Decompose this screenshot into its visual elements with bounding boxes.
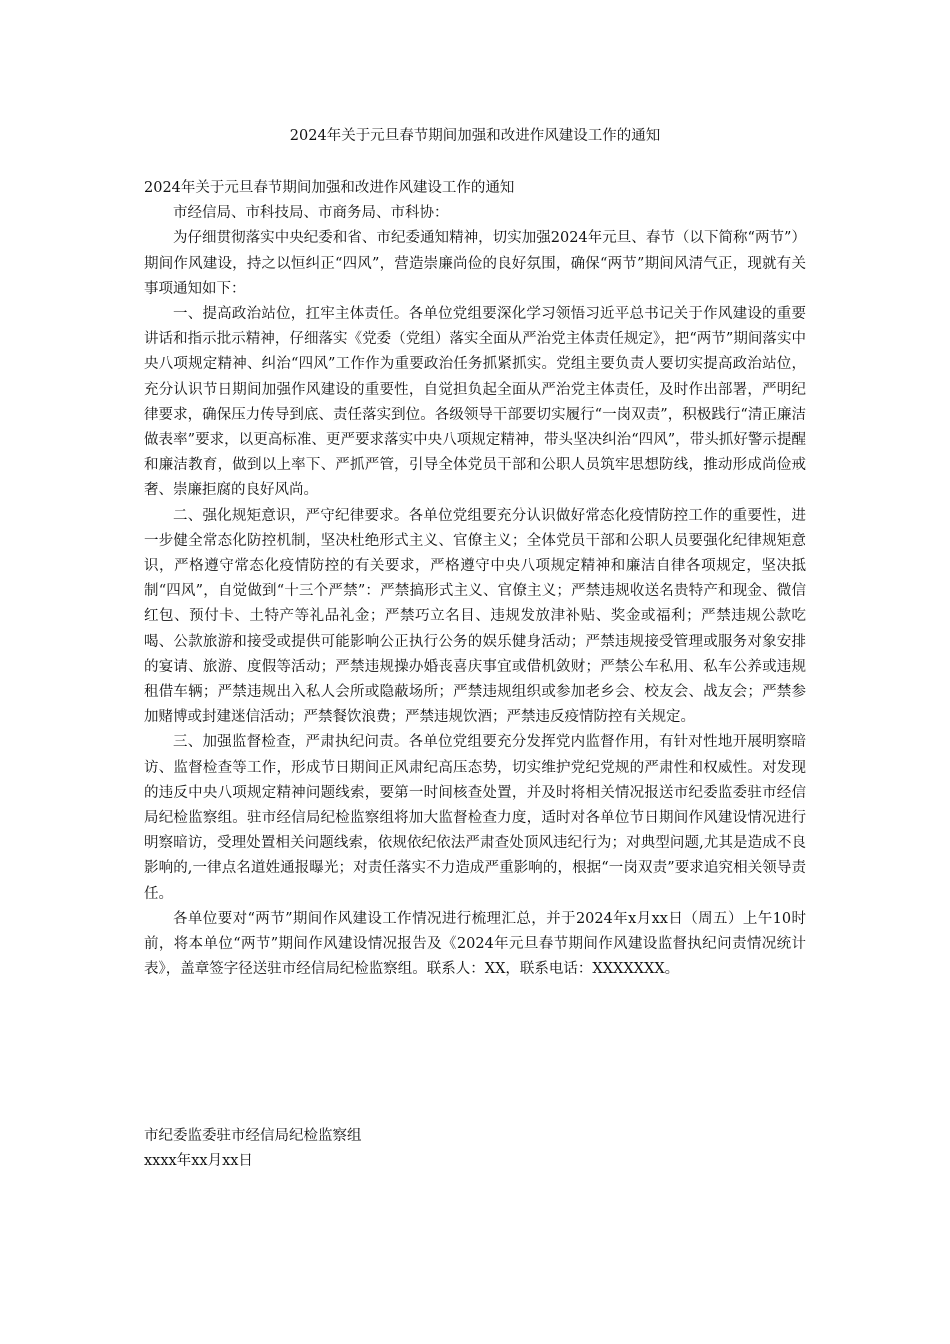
document-subtitle: 2024年关于元旦春节期间加强和改进作风建设工作的通知	[144, 180, 515, 196]
document-title: 2024年关于元旦春节期间加强和改进作风建设工作的通知	[289, 128, 661, 144]
section-1-paragraph: 一、提高政治站位，扛牢主体责任。各单位党组要深化学习领悟习近平总书记关于作风建设的重要讲话和指示批示精神，仔细落实《党委（党组）落实全面从严治党主体责任规定》，把“两节”期间落实中央八项规定精神、纠治“四风”工作作为重要政治任务抓紧抓实。党组主要负责人要切实提高政治站位，充分认识节日期间加强作风建设的重要性，自觉担负起全面从严治党主体责任，及时作出部署，严明纪律要求，确保压力传导到底、责任落实到位。各级领导干部要切实履行“一岗双责”，积极践行“清正廉洁做表率”要求，以更高标准、更严要求落实中央八项规定精神，带头坚决纠治“四风”，带头抓好警示提醒和廉洁教育，做到以上率下、严抓严管，引导全体党员干部和公职人员筑牢思想防线，推动形成尚俭戒奢、崇廉拒腐的良好风尚。	[144, 306, 806, 499]
closing-paragraph: 各单位要对“两节”期间作风建设工作情况进行梳理汇总，并于2024年x月xx日（周五）上午10时前，将本单位“两节”期间作风建设情况报告及《2024年元旦春节期间作风建设监督执纪问责情况统计表》，盖章签字径送驻市经信局纪检监察组。联系人：XX，联系电话：XXXXXXX。	[144, 910, 806, 978]
salutation: 市经信局、市科技局、市商务局、市科协：	[173, 205, 449, 222]
intro-paragraph: 为仔细贯彻落实中央纪委和省、市纪委通知精神，切实加强2024年元旦、春节（以下简称“两节”）期间作风建设，持之以恒纠正“四风”，营造崇廉尚俭的良好氛围，确保“两节”期间风清气正，现就有关事项通知如下：	[144, 230, 806, 297]
signature-block	[144, 1124, 806, 1174]
section-3-paragraph: 三、加强监督检查，严肃执纪问责。各单位党组要充分发挥党内监督作用，有针对性地开展明察暗访、监督检查等工作，形成节日期间正风肃纪高压态势，切实维护党纪党规的严肃性和权威性。对发现的违反中央八项规定精神问题线索，要第一时间核查处置，并及时将相关情况报送市纪委监委驻市经信局纪检监察组。驻市经信局纪检监察组将加大监督检查力度，适时对各单位节日期间作风建设情况进行明察暗访，受理处置相关问题线索，依规依纪依法严肃查处顶风违纪行为；对典型问题,尤其是造成不良影响的,一律点名道姓通报曝光；对责任落实不力造成严重影响的，根据“一岗双责”要求追究相关领导责任。	[144, 734, 806, 902]
document-body	[144, 176, 806, 983]
signature-date: xxxx年xx月xx日	[144, 1153, 253, 1170]
section-2-paragraph: 二、强化规矩意识，严守纪律要求。各单位党组要充分认识做好常态化疫情防控工作的重要性，进一步健全常态化防控机制，坚决杜绝形式主义、官僚主义；全体党员干部和公职人员要强化纪律规矩意识，严格遵守常态化疫情防控的有关要求，严格遵守中央八项规定精神和廉洁自律各项规定，坚决抵制“四风”，自觉做到“十三个严禁”：严禁搞形式主义、官僚主义；严禁违规收送名贵特产和现金、微信红包、预付卡、土特产等礼品礼金；严禁巧立名目、违规发放津补贴、奖金或福利；严禁违规公款吃喝、公款旅游和接受或提供可能影响公正执行公务的娱乐健身活动；严禁违规接受管理或服务对象安排的宴请、旅游、度假等活动；严禁违规操办婚丧喜庆事宜或借机敛财；严禁公车私用、私车公养或违规租借车辆；严禁违规出入私人会所或隐蔽场所；严禁违规组织或参加老乡会、校友会、战友会；严禁参加赌博或封建迷信活动；严禁餐饮浪费；严禁违规饮酒；严禁违反疫情防控有关规定。	[144, 507, 806, 726]
signature-organization: 市纪委监委驻市经信局纪检监察组	[144, 1128, 362, 1144]
